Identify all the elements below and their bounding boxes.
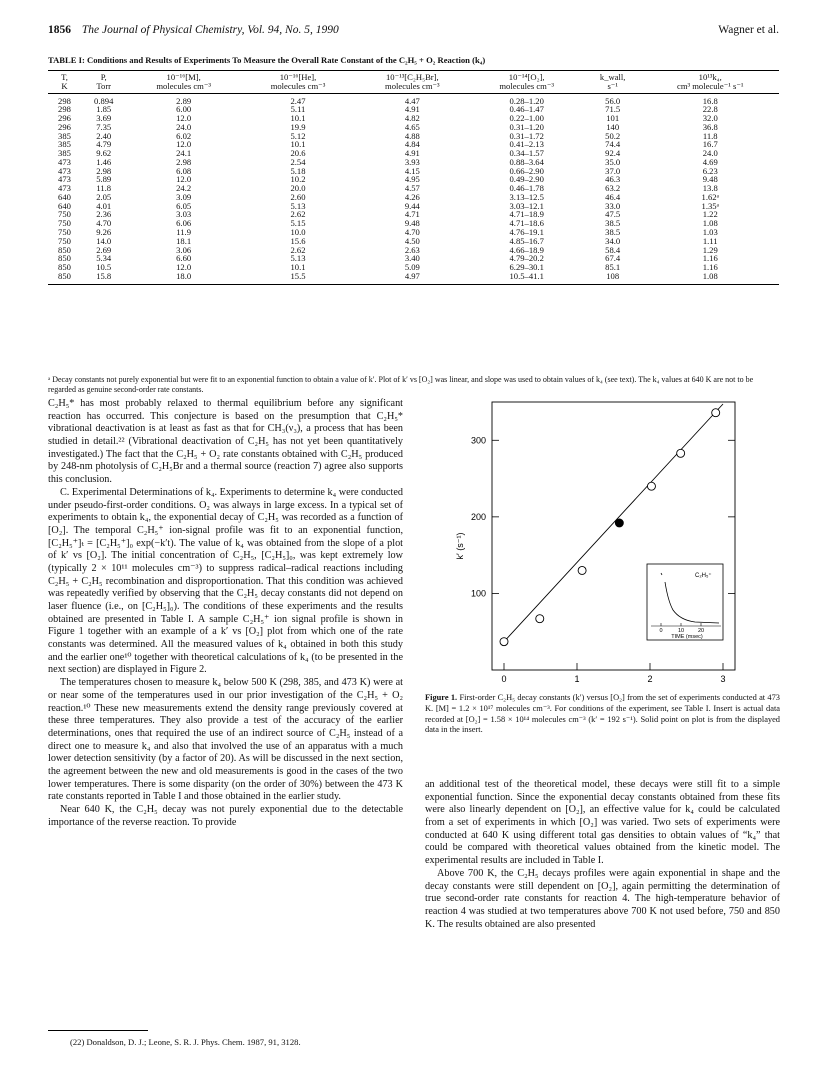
table-cell: 22.8 [702, 104, 718, 115]
table-cell: 2.36 [96, 209, 112, 220]
table-cell: 2.62 [290, 209, 306, 220]
table-cell: 24.1 [176, 148, 192, 159]
table-cell: 140 [606, 121, 620, 132]
inset-plot [647, 564, 723, 640]
table-cell: 750 [58, 227, 71, 238]
table-cell: 6.29–30.1 [509, 262, 544, 273]
table-cell: 101 [606, 113, 620, 124]
table-cell: 385 [58, 139, 71, 150]
table-row [48, 272, 779, 284]
table-cell: 34.0 [605, 235, 621, 246]
table-cell: 10.0 [290, 227, 306, 238]
column-header-top: 10⁻¹⁴[O₂], [470, 71, 584, 82]
table-cell: 2.05 [96, 191, 112, 202]
table-cell: 16.7 [702, 139, 718, 150]
table-body [48, 93, 779, 284]
table-cell: 0.46–1.47 [509, 104, 544, 115]
table-cell: 0.31–1.72 [509, 130, 544, 141]
data-point [712, 409, 720, 417]
table-cell: 3.03 [176, 209, 192, 220]
table-cell: 6.60 [176, 253, 192, 264]
table-cell: 50.2 [605, 130, 621, 141]
table-cell: 1.35ᵃ [701, 200, 719, 211]
x-tick-label: 0 [501, 674, 507, 684]
table-cell: 11.8 [702, 130, 718, 141]
table-cell: 385 [58, 148, 71, 159]
table-cell: 1.62ᵃ [701, 191, 719, 202]
table-cell: 13.8 [702, 183, 718, 194]
table-cell: 1.16 [702, 262, 718, 273]
table-cell: 2.98 [176, 156, 192, 167]
inset-tick-label: 20 [697, 628, 705, 634]
table-cell: 4.70 [404, 227, 420, 238]
column-header-top: 10⁻¹⁶[M], [126, 71, 240, 82]
table-cell: 9.48 [404, 218, 420, 229]
table-caption-text: TABLE I: Conditions and Results of Experiments To Measure the Overall Rate Constant of the C₂H₅ + O₂ Reaction (k₄) [48, 55, 486, 65]
paragraph: C. Experimental Determinations of k₄. Experiments to determine k₄ were conducted under pseudo-first-order conditions. O₂ was always in large excess. In a typical set of experiments to obtain k₄, the exponential decay of C₂H₅ was recorded as a function of [O₂]. The temporal C₂H₅⁺ ion-signal profile was fit to an exponential function, [C₂H₅⁺]ₜ = [C₂H₅⁺]₀ exp(−k′t). The value of k₄ was obtained from the slope of a plot of k′ vs [O₂]. The initial concentration of C₂H₅, [C₂H₅]₀, was kept extremely low (typically 2 × 10¹¹ molecules cm⁻³) to suppress radical–radical reactions including C₂H₅ + C₂H₅ recombination and disproportionation. That this condition was achieved was repeatedly verified by observing that the C₂H₅ decay constants did not depend on laser fluence (i.e., on [C₂H₅]₀). The conditions of these experiments and the results obtained are presented in Table I. A sample C₂H₅⁺ ion signal profile is shown in Figure 1 together with an example of a k′ vs [O₂] plot from which one of the rate constants was determined. All the measured values of k₄ obtained in both this study and the earlier one¹⁰ together with theoretical calculations of k₄ (to be presented in the next section) are displayed in Figure 2. [48, 486, 403, 676]
table-cell: 4.15 [404, 165, 420, 176]
data-point [677, 449, 685, 457]
left-column [48, 398, 403, 829]
table-cell: 1.03 [702, 227, 718, 238]
table-cell: 18.1 [176, 235, 192, 246]
table-cell: 0.894 [94, 95, 114, 106]
column-header-top: k_wall, [584, 71, 642, 82]
table-cell: 0.41–2.13 [509, 139, 544, 150]
table-cell: 1.85 [96, 104, 112, 115]
paragraph: Above 700 K, the C₂H₅ decays profiles were again exponential in shape and the decay constants were still dependent on [O₂], again permitting the determination of true second-order rate constants for reaction 4. The high-temperature behavior of reaction 4 was studied at two temperatures above 700 K not used before, 750 and 850 K. The results obtained are also presented [425, 867, 780, 930]
table-cell: 20.6 [290, 148, 306, 159]
table-cell: 4.71 [404, 209, 420, 220]
table-cell: 46.3 [605, 174, 621, 185]
table-cell: 385 [58, 130, 71, 141]
journal-title: The Journal of Physical Chemistry, Vol. 94, No. 5, 1990 [81, 24, 339, 36]
table-cell: 4.57 [404, 183, 420, 194]
table-footnote: ᵃ Decay constants not purely exponential but were fit to an exponential function to obtain a value of k′. Plot of k′ vs [O₂] was linear, and slope was used to obtain values of k₄ (see text). The k₄ values at 640 K are not to be regarded as genuine second-order rate constants. [48, 375, 754, 395]
table-cell: 850 [58, 262, 71, 273]
table-cell: 3.40 [404, 253, 420, 264]
data-point [536, 615, 544, 623]
table-cell: 4.91 [404, 104, 420, 115]
data-point-filled [615, 519, 623, 527]
table-caption [48, 55, 779, 65]
table-cell: 2.98 [96, 165, 112, 176]
table-cell: 56.0 [605, 95, 621, 106]
table-cell: 3.03–12.1 [509, 200, 544, 211]
data-point [647, 482, 655, 490]
column-header-unit: molecules cm⁻³ [355, 82, 469, 93]
figure-1-caption [425, 693, 780, 736]
table-cell: 5.11 [290, 104, 306, 115]
table-cell: 4.71–18.6 [509, 218, 544, 229]
table-cell: 4.79–20.2 [509, 253, 544, 264]
table-cell: 12.0 [176, 174, 192, 185]
table-cell: 3.09 [176, 191, 192, 202]
table-cell: 0.28–1.20 [509, 95, 544, 106]
table-cell: 38.5 [605, 218, 621, 229]
table-cell: 15.5 [241, 272, 355, 284]
table-cell: 5.13 [290, 200, 306, 211]
figure-caption-text: First-order C₂H₅ decay constants (k′) versus [O₂] from the set of experiments conducted at 473 K. [M] = 1.2 × 10¹⁷ molecules cm⁻³. For conditions of the experiment, see Table I. Insert is actual data recorded at [O₂] = 1.58 × 10¹⁴ molecules cm⁻³ (k′ = 192 s⁻¹). Solid point on plot is from the displayed data in the insert. [425, 693, 780, 735]
table-cell: 2.62 [290, 244, 306, 255]
x-axis-ticks [501, 663, 725, 684]
table-cell: 2.54 [290, 156, 306, 167]
table-cell: 24.0 [176, 121, 192, 132]
column-header-unit: molecules cm⁻³ [241, 82, 355, 93]
table-cell: 4.97 [355, 272, 469, 284]
table-cell: 298 [58, 104, 71, 115]
table-cell: 16.8 [702, 95, 718, 106]
table-cell: 85.1 [605, 262, 621, 273]
table-cell: 35.0 [605, 156, 621, 167]
y-axis-label: k′ (s⁻¹) [455, 532, 465, 560]
column-header-unit: molecules cm⁻³ [126, 82, 240, 93]
table-cell: 0.66–2.90 [509, 165, 544, 176]
table-header-row-bottom [48, 82, 779, 93]
inset-species-label: C₂H₅⁺ [695, 573, 712, 579]
paragraph: C₂H₅* has most probably relaxed to thermal equilibrium before any significant reaction has occurred. This conjecture is based on the presumption that C₂H₅* vibrational deactivation is at least as fast as that for CH₃(ν₃), a process that has been studied in detail.²² (Vibrational deactivation of C₂H₅ has not yet been quantitatively investigated.) The fact that the C₂H₅ + O₂ rate constants obtained with C₂H₅ produced by 248-nm photolysis of C₂H₅Br and a thermal source (reaction 7) agree also supports this conclusion. [48, 398, 403, 486]
table-cell: 11.9 [176, 227, 192, 238]
table-cell: 71.5 [605, 104, 621, 115]
column-header-unit: Torr [81, 82, 127, 93]
table-cell: 2.89 [176, 95, 192, 106]
inset-frame [647, 564, 723, 640]
table-cell: 1.16 [702, 253, 718, 264]
rate-constant-table [48, 70, 779, 285]
table-cell: 10.1 [290, 262, 306, 273]
table-cell: 0.22–1.00 [509, 113, 544, 124]
data-point [578, 566, 586, 574]
table-cell: 9.26 [96, 227, 112, 238]
table-cell: 0.88–3.64 [509, 156, 544, 167]
table-cell: 1.08 [702, 218, 718, 229]
paragraph: an additional test of the theoretical model, these decays were still fit to a simple exponential function. Since the exponential decay constants obtained from these fits were also linearly dependent on [O₂], an effective value for k₄ could be calculated from a set of experiments in which [O₂] was varied. Two sets of experiments were conducted at 640 K using different total gas densities to obtain values of “k₄” that could be compared with theoretical values obtained from the kinetic model. The experimental results are included in Table I. [425, 779, 780, 867]
table-cell: 640 [58, 191, 71, 202]
table-cell: 4.01 [96, 200, 112, 211]
table-cell: 10.5 [96, 262, 112, 273]
table-cell: 12.0 [176, 262, 192, 273]
running-authors: Wagner et al. [718, 24, 779, 36]
page-number: 1856 [48, 24, 71, 36]
table-cell: 4.26 [404, 191, 420, 202]
page-header [48, 24, 779, 42]
table-cell: 10.2 [290, 174, 306, 185]
reference-22: (22) Donaldson, D. J.; Leone, S. R. J. Phys. Chem. 1987, 91, 3128. [70, 1037, 301, 1047]
table-cell: 36.8 [702, 121, 718, 132]
table-cell: 58.4 [605, 244, 621, 255]
table-cell: 1.22 [702, 209, 718, 220]
column-header-top: 10⁻¹⁶[He], [241, 71, 355, 82]
table-cell: 15.6 [290, 235, 306, 246]
table-cell: 18.0 [126, 272, 240, 284]
footnote-rule [48, 1030, 148, 1031]
table-cell: 10.1 [290, 113, 306, 124]
column-header-top: T, [48, 71, 81, 82]
column-header-unit: s⁻¹ [584, 82, 642, 93]
table-cell: 5.89 [96, 174, 112, 185]
table-cell: 6.02 [176, 130, 192, 141]
paragraph: Near 640 K, the C₂H₅ decay was not purely exponential due to the detectable importance of the reverse reaction. To provide [48, 804, 403, 828]
table-cell: 2.60 [290, 191, 306, 202]
table-cell: 19.9 [290, 121, 306, 132]
table-cell: 0.34–1.57 [509, 148, 544, 159]
table-cell: 750 [58, 209, 71, 220]
right-column [425, 779, 780, 931]
table-cell: 4.65 [404, 121, 420, 132]
inset-tick-label: 10 [677, 628, 685, 634]
y-tick-label: 100 [470, 588, 486, 599]
table-cell: 850 [58, 253, 71, 264]
table-cell: 5.18 [290, 165, 306, 176]
table-cell: 1.46 [96, 156, 112, 167]
y-tick-label: 300 [470, 435, 486, 446]
table-cell: 1.29 [702, 244, 718, 255]
table-cell: 0.46–1.78 [509, 183, 544, 194]
table-cell: 11.8 [96, 183, 112, 194]
x-tick-label: 1 [574, 674, 580, 684]
table-cell: 0.49–2.90 [509, 174, 544, 185]
table-cell: 10.1 [290, 139, 306, 150]
column-header-top: 10⁻¹³[C₂H₅Br], [355, 71, 469, 82]
table-cell: 12.0 [176, 113, 192, 124]
table-cell: 9.48 [702, 174, 718, 185]
table-cell: 15.8 [81, 272, 127, 284]
column-header-unit: K [48, 82, 81, 93]
x-tick-label: 3 [720, 674, 726, 684]
table-cell: 14.0 [96, 235, 112, 246]
table-cell: 2.47 [290, 95, 306, 106]
table-cell: 4.76–19.1 [509, 227, 544, 238]
table-cell: 3.69 [96, 113, 112, 124]
table-cell: 6.00 [176, 104, 192, 115]
table-cell: 4.47 [404, 95, 420, 106]
table-cell: 4.85–16.7 [509, 235, 544, 246]
table-cell: 67.4 [605, 253, 621, 264]
table-cell: 32.0 [702, 113, 718, 124]
table-cell: 74.4 [605, 139, 621, 150]
column-header-top: 10¹³k₄, [642, 71, 780, 82]
table-cell: 33.0 [605, 200, 621, 211]
inset-x-label: TIME (msec) [671, 634, 703, 640]
table-cell: 2.63 [404, 244, 420, 255]
table-cell: 473 [58, 183, 71, 194]
table-cell: 3.06 [176, 244, 192, 255]
table-cell: 4.71–18.9 [509, 209, 544, 220]
table-cell: 6.05 [176, 200, 192, 211]
table-cell: 473 [58, 156, 71, 167]
column-header-top: P, [81, 71, 127, 82]
table-cell: 5.12 [290, 130, 306, 141]
table-cell: 5.13 [290, 253, 306, 264]
table-cell: 3.93 [404, 156, 420, 167]
table-cell: 20.0 [290, 183, 306, 194]
table-cell: 92.4 [605, 148, 621, 159]
column-header-unit: molecules cm⁻³ [470, 82, 584, 93]
table-cell: 47.5 [605, 209, 621, 220]
table-cell: 5.09 [404, 262, 420, 273]
table-cell: 7.35 [96, 121, 112, 132]
table-cell: 10.5–41.1 [470, 272, 584, 284]
table-cell: 1.11 [702, 235, 718, 246]
paragraph: The temperatures chosen to measure k₄ below 500 K (298, 385, and 473 K) were at or near some of the temperatures used in our prior investigation of the C₂H₅ + O₂ reaction.¹⁰ These new measurements extend the density range previously covered at these three temperatures. They also provide a test of the accuracy of the earlier determinations, ones that required the use of an indirect source of C₂H₅ instead of a direct one to measure k₄ and also that involved the use of an apparatus with a much lower detection sensitivity (by a factor of 20). As will be discussed in the next section, the agreement between the new and old measurements is good in the cases of the two lower temperatures. There is some disparity (on the order of 30%) between the 473 K rate constants reported in Table I and those obtained in the earlier study. [48, 677, 403, 803]
figure-1 [425, 394, 780, 714]
table-cell: 37.0 [605, 165, 621, 176]
table-cell: 4.79 [96, 139, 112, 150]
table-cell: 4.82 [404, 113, 420, 124]
data-point [500, 638, 508, 646]
table-cell: 850 [58, 244, 71, 255]
table-cell: 640 [58, 200, 71, 211]
table-cell: 0.31–1.20 [509, 121, 544, 132]
table-cell: 108 [584, 272, 642, 284]
table-cell: 4.50 [404, 235, 420, 246]
table-cell: 63.2 [605, 183, 621, 194]
table-cell: 473 [58, 174, 71, 185]
table-cell: 46.4 [605, 191, 621, 202]
table-cell: 5.15 [290, 218, 306, 229]
table-cell: 6.06 [176, 218, 192, 229]
table-cell: 2.69 [96, 244, 112, 255]
table-cell: 750 [58, 218, 71, 229]
table-cell: 9.44 [404, 200, 420, 211]
table-cell: 2.40 [96, 130, 112, 141]
table-cell: 1.08 [642, 272, 780, 284]
table-cell: 4.84 [404, 139, 420, 150]
table-cell: 12.0 [176, 139, 192, 150]
table-cell: 4.66–18.9 [509, 244, 544, 255]
table-cell: 4.70 [96, 218, 112, 229]
table-cell: 296 [58, 113, 71, 124]
table-cell: 5.34 [96, 253, 112, 264]
table-cell: 24.2 [176, 183, 192, 194]
inset-tick-label: 0 [659, 628, 663, 634]
table-cell: 750 [58, 235, 71, 246]
table-cell: 3.13–12.5 [509, 191, 544, 202]
y-tick-label: 200 [470, 511, 486, 522]
table-cell: 296 [58, 121, 71, 132]
table-cell: 4.91 [404, 148, 420, 159]
figure-1-plot [425, 394, 780, 694]
table-cell: 24.0 [702, 148, 718, 159]
table-cell: 4.88 [404, 130, 420, 141]
table-cell: 4.95 [404, 174, 420, 185]
table-cell: 4.69 [702, 156, 718, 167]
x-tick-label: 2 [647, 674, 653, 684]
table-cell: 850 [48, 272, 81, 284]
table-cell: 473 [58, 165, 71, 176]
table-cell: 298 [58, 95, 71, 106]
table-cell: 6.08 [176, 165, 192, 176]
table-cell: 9.62 [96, 148, 112, 159]
column-header-unit: cm³ molecule⁻¹ s⁻¹ [642, 82, 780, 93]
table-cell: 38.5 [605, 227, 621, 238]
figure-caption-label: Figure 1. [425, 693, 458, 702]
table-cell: 6.23 [702, 165, 718, 176]
